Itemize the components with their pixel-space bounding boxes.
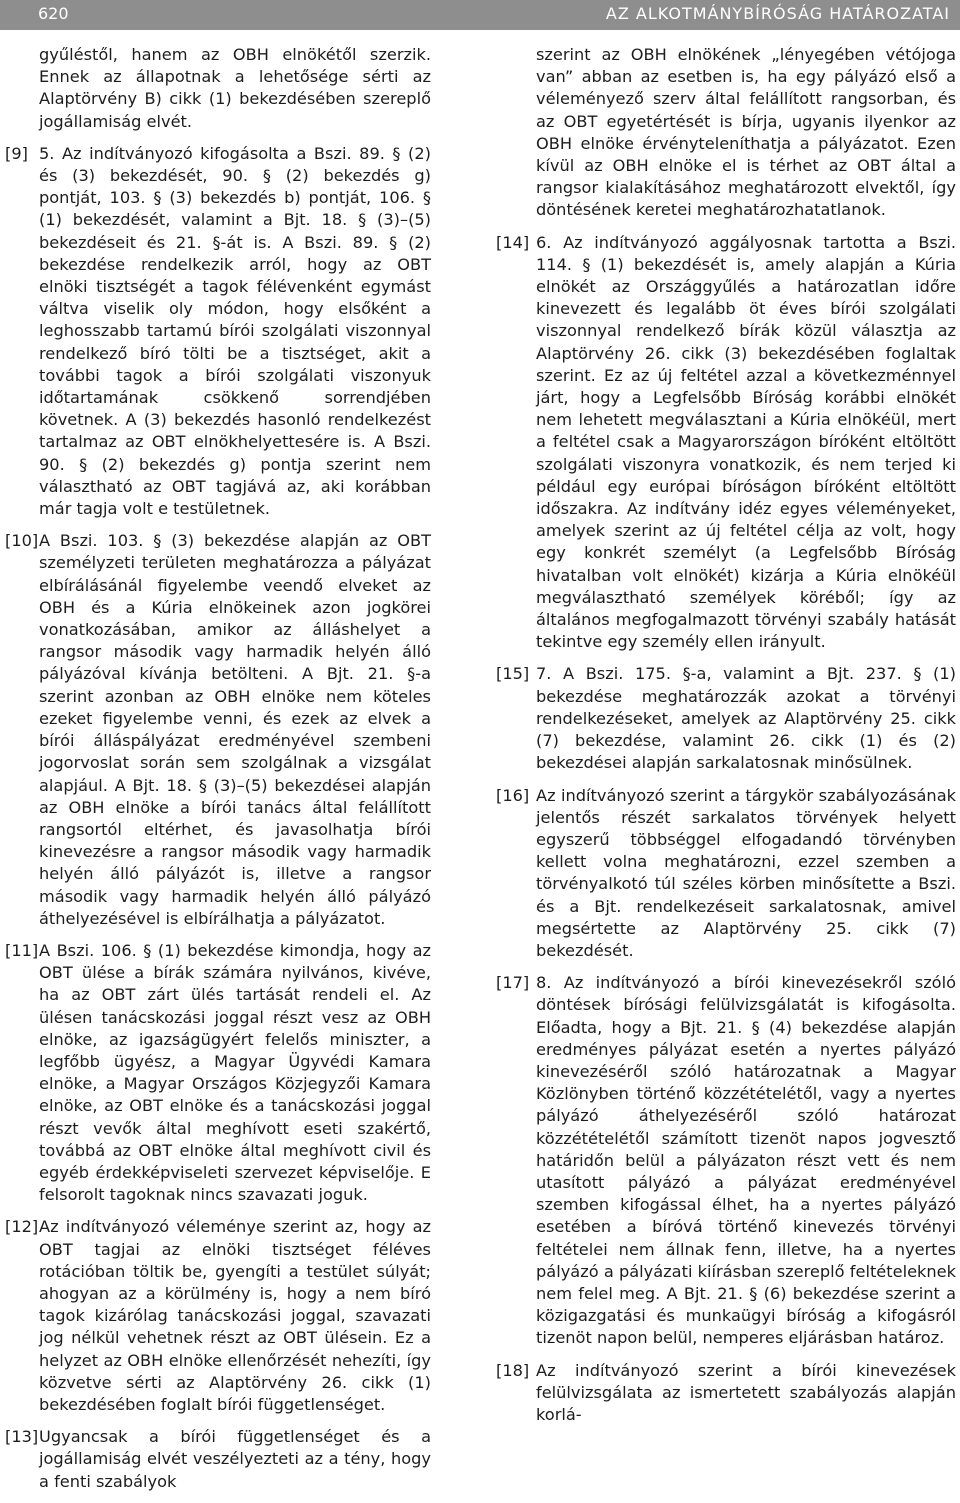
paragraph-text: szerint az OBH elnökének „lényegében vétójoga van” abban az esetben is, ha egy pályázó első a véleményező szerv által felállított rangsorban, és az OBT egyetértését is bírja, ugyanis ilyenkor az OBH elnöke érvényteleníthatja a pályázatot. Ezen kívül az OBH elnöke el is térhet az OBT által a rangsor kialakításához meghatározott elvektől, így döntésének keretei meghatározhatatlanok. [536,45,956,220]
paragraph-text: gyűléstől, hanem az OBH elnökétől szerzik. Ennek az állapotnak a lehetősége sérti az Alaptörvény B) cikk (1) bekezdésében szereplő jogállamiság elvét. [39,45,431,131]
paragraph-number: [18] [496,1360,530,1380]
left-column [5,44,431,1503]
paragraph-number: [9] [5,143,28,163]
paragraph-text: A Bszi. 103. § (3) bekezdése alapján az OBT személyzeti területen meghatározza a pályázat elbírálásánál figyelembe veendő elveket az OBH és a Kúria elnökeinek azon jogkörei vonatkozásában, amikor az álláshelyet a rangsor második vagy harmadik helyén álló pályázóval kívánja betölteni. A Bjt. 21. §-a szerint azonban az OBH elnöke nem köteles ezeket figyelembe venni, és ezek az elvek a bírói álláspályázat eredményével szembeni jogorvoslat során sem szolgálnak a vizsgálat alapjául. A Bjt. 18. § (3)–(5) bekezdései alapján az OBH elnöke a bírói tanács által felállított rangsortól eltérhet, és javasolhatja bírói kinevezésre a rangsor második vagy harmadik helyén álló pályázót is, illetve a rangsor második vagy harmadik helyén álló pályázó áthelyezésével is elbírálhatja a pályázatot. [39,531,431,928]
paragraph [496,785,956,963]
paragraph-number: [16] [496,785,530,805]
paragraph [496,663,956,774]
paragraph-number: [13] [5,1427,39,1447]
paragraph [496,1360,956,1427]
paragraph-text: Az indítványozó véleménye szerint az, hogy az OBT tagjai az elnöki tisztséget féléves rotációban töltik be, gyengíti a testület súlyát; ahogyan az a körülmény is, hogy a nem bíró tagok kizárólag tanácskozási joggal, szavazati jog nélkül vehetnek részt az OBT ülésein. Ez a helyzet az OBH elnöke ellenőrzését nehezíti, így közvetve sérti az Alaptörvény 26. cikk (1) bekezdésében foglalt bírói függetlenséget. [39,1217,431,1414]
paragraph-text: Ugyancsak a bírói függetlenséget és a jogállamiság elvét veszélyezteti az a tény, hogy a fenti szabályok [39,1427,431,1491]
paragraph [5,143,431,520]
paragraph [496,44,956,222]
paragraph-text: Az indítványozó szerint a tárgykör szabályozásának jelentős részét sarkalatos törvények helyett egyszerű többséggel elfogadandó törvényben kellett volna meghatározni, ezzel szemben a törvényalkotó túl széles körben minősítette a Bszi. és a Bjt. rendelkezéseit sarkalatosnak, amivel megsértette az Alaptörvény 25. cikk (7) bekezdését. [536,785,956,960]
paragraph-text: 7. A Bszi. 175. §-a, valamint a Bjt. 237. § (1) bekezdése meghatározzák azokat a törvényi rendelkezéseket, amelyek az Alaptörvény 25. cikk (7) bekezdése, valamint 26. cikk (1) és (2) bekezdései alapján sarkalatosnak minősülnek. [536,664,956,773]
paragraph [5,1216,431,1416]
paragraph-number: [11] [5,940,39,960]
paragraph-text: 8. Az indítványozó a bírói kinevezésekről szóló döntések bírósági felülvizsgálatát is kifogásolta. Előadta, hogy a Bjt. 21. § (4) bekezdése alapján eredményes pályázat esetén a nyertes pályázó kinevezéséről szóló határozatnak a Magyar Közlönyben történő közzétételétől, vagy a nyertes pályázó áthelyezéséről szóló határozat közzétételétől számított tizenöt napos jogvesztő határidőn belül a pályázaton részt vett és nem utasított pályázó a pályázat eredményével szemben kifogással élhet, ha a nyertes pályázó esetében a bíróvá történő kinevezés törvényi feltételei nem állnak fenn, illetve, ha a nyertes pályázó a pályázati kiírásban szereplő feltételeknek nem felel meg. A Bjt. 21. § (6) bekezdése szerint a közigazgatási és munkaügyi bíróság a kifogásról tizenöt napon belül, nemperes eljárásban határoz. [536,973,956,1348]
paragraph-number: [17] [496,973,530,993]
paragraph [5,940,431,1206]
page-number: 620 [38,4,69,23]
paragraph-number: [15] [496,664,530,684]
paragraph [5,530,431,930]
right-column [496,44,956,1436]
paragraph-number: [14] [496,232,530,252]
page-header [0,0,960,30]
paragraph-text: A Bszi. 106. § (1) bekezdése kimondja, hogy az OBT ülése a bírák számára nyilvános, kivéve, ha az OBT zárt ülés tartását rendeli el. Az ülésen tanácskozási joggal részt vesz az OBH elnöke, az igazságügyért felelős miniszter, a legfőbb ügyész, a Magyar Ügyvédi Kamara elnöke, a Magyar Országos Közjegyzői Kamara elnöke, az OBT elnöke és a tanácskozási joggal részt vevők által meghívott eseti szakértő, továbbá az OBT elnöke által meghívott civil és egyéb érdekképviseleti szervezet képviselője. E felsorolt tagoknak nincs szavazati joguk. [39,940,431,1205]
paragraph-text: 6. Az indítványozó aggályosnak tartotta a Bszi. 114. § (1) bekezdését is, amely alapján a Kúria elnökét az Országgyűlés a határozatlan időre kinevezett és legalább öt éves bírói szolgálati viszonnyal rendelkező bírák közül választja az Alaptörvény 26. cikk (3) bekezdésében foglaltak szerint. Ez az új feltétel azzal a következménnyel járt, hogy a Legfelsőbb Bíróság korábbi elnökét nem lehetett megválasztani a Kúria elnökéül, mert a feltétel csak a Magyarországon bíróként eltöltött szolgálati viszonyra vonatkozik, és nem terjed ki például egy európai bíróságon bíróként eltöltött időszakra. Az indítvány idéz egyes véleményeket, amelyek szerint az új feltétel célja az volt, hogy egy konkrét személyt (a Legfelsőbb Bíróság hivatalban volt elnökét) kizárja a Kúria elnökéül megválasztható személyek köréből; így az általános megfogalmazott törvényi szabály hatását tekintve egy személy ellen irányult. [536,232,956,652]
paragraph [496,232,956,654]
paragraph-text: 5. Az indítványozó kifogásolta a Bszi. 89. § (2) és (3) bekezdését, 90. § (2) bekezdés g) pontját, 103. § (3) bekezdés b) pontját, 106. § (1) bekezdését, valamint a Bjt. 18. § (3)–(5) bekezdéseit és 21. §-át is. A Bszi. 89. § (2) bekezdése rendelkezik arról, hogy az OBT elnöki tisztségét a tagok félévenként egymást váltva viselik oly módon, hogy elsőként a leghosszabb tartamú bírói szolgálati viszonnyal rendelkező bíró tölti be a tisztséget, akit a további tagok a bírói szolgálati viszonyuk időtartamának csökkenő sorrendjében követnek. A (3) bekezdés hasonló rendelkezést tartalmaz az OBT elnökhelyettesére is. A Bszi. 90. § (2) bekezdés g) pontja szerint nem választható az OBT tagjává az, aki korábban már tagja volt e testületnek. [39,143,431,519]
paragraph [5,44,431,133]
paragraph-number: [12] [5,1217,39,1237]
paragraph-text: Az indítványozó szerint a bírói kinevezések felülvizsgálata az ismertetett szabályozás alapján korlá- [536,1360,956,1424]
paragraph [5,1426,431,1493]
paragraph-number: [10] [5,531,39,551]
running-title: AZ ALKOTMÁNYBÍRÓSÁG HATÁROZATAI [605,4,950,23]
paragraph [496,972,956,1349]
